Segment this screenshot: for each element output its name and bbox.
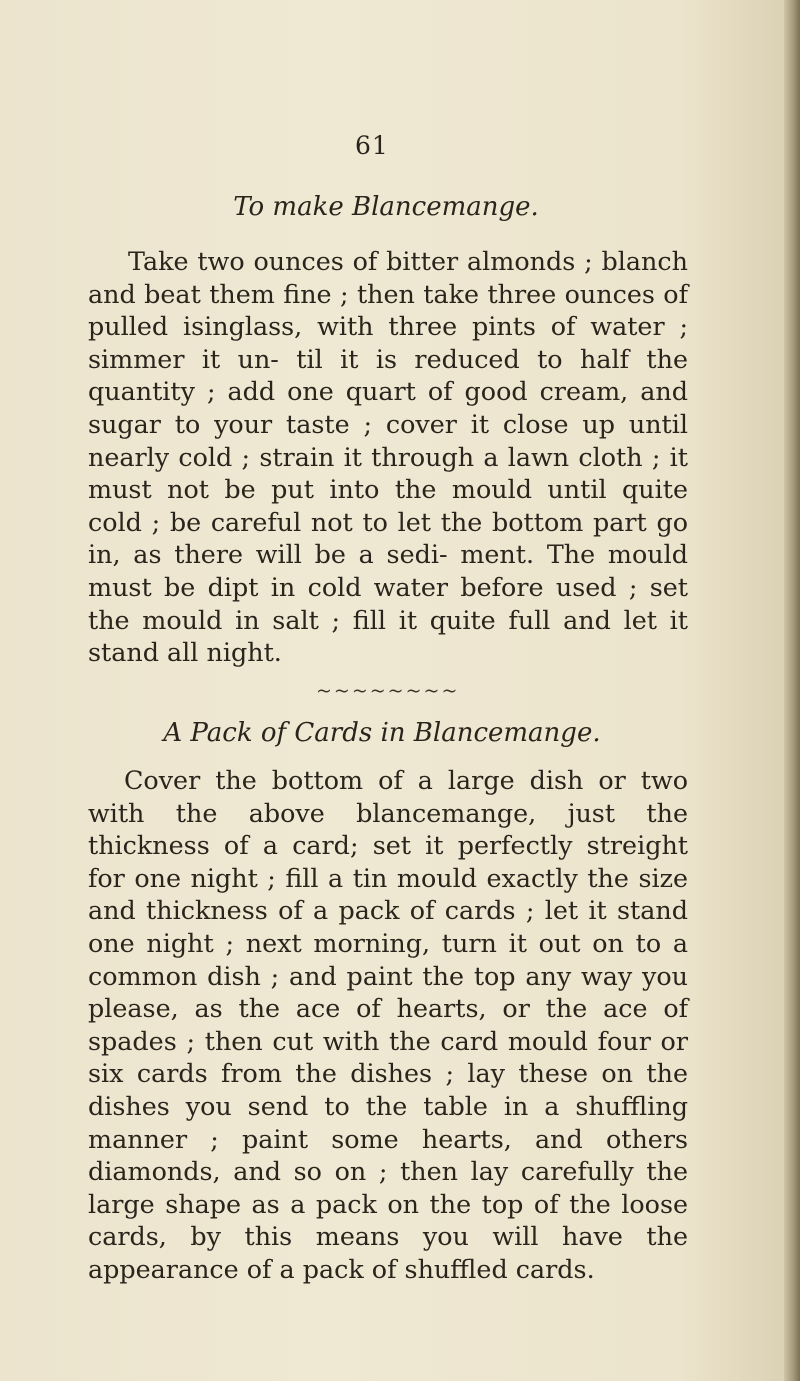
page-number: 61: [355, 131, 389, 160]
recipe-text-blancemange: Take two ounces of bitter almonds ; blanch and beat them fine ; then take three ounces of pulled isinglass, with three pints of water ; simmer it un- til it is reduced to half the quantity ; add one quart of good cream, and sugar to your taste ; cover it close up until nearly cold ; strain it through a lawn cloth ; it must not be put into the mould until quite cold ; be careful not to let the bottom part go in, as there will be a sedi- ment. The mould must be dipt in cold water before used ; set the mould in salt ; fill it quite full and let it stand all night.: [88, 246, 688, 668]
recipe-title-pack-of-cards: A Pack of Cards in Blancemange.: [163, 718, 601, 748]
recipe-text-pack-of-cards: Cover the bottom of a large dish or two with the above blancemange, just the thickness of a card; set it perfectly streight for one night ; fill a tin mould exactly the size and thickness of a pack of cards ; let it stand one night ; next morning, turn it out on to a common dish ; and paint the top any way you please, as the ace of hearts, or the ace of spades ; then cut with the card mould four or six cards from the dishes ; lay these on the dishes you send to the table in a shuffling manner ; paint some hearts, and others diamonds, and so on ; then lay carefully the large shape as a pack on the top of the loose cards, by this means you will have the appearance of a pack of shuffled cards.: [88, 765, 688, 1284]
section-divider-ornament: ~~~~~~~~: [316, 680, 460, 702]
page-edge: [784, 0, 800, 1381]
recipe-title-blancemange: To make Blancemange.: [233, 192, 539, 222]
